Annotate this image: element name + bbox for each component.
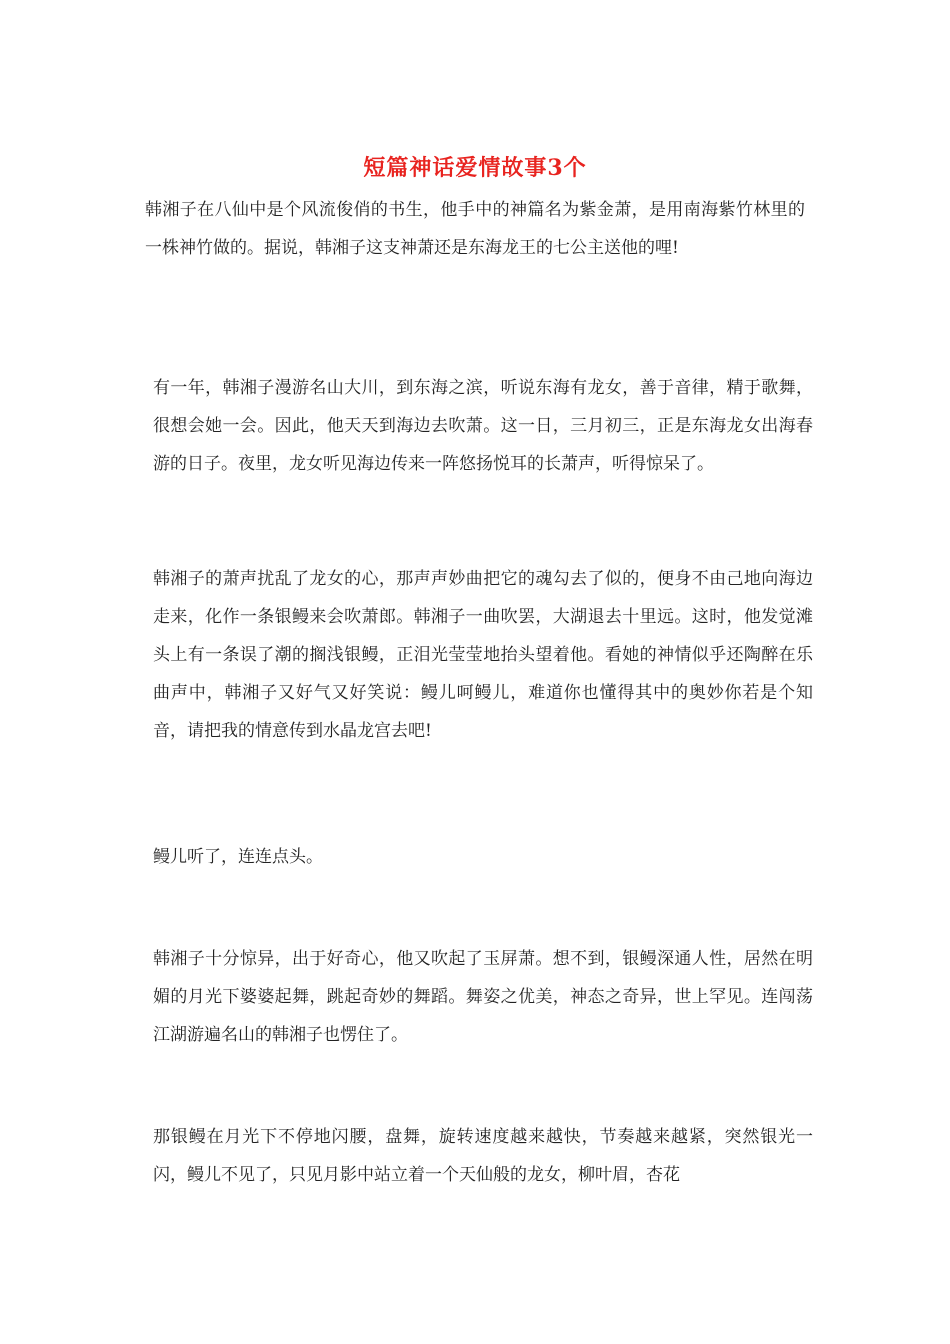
paragraph: 鳗儿听了，连连点头。: [153, 847, 323, 867]
paragraph: 那银鳗在月光下不停地闪腰，盘舞，旋转速度越来越快，节奏越来越紧，突然银光一闪，鳗儿不见了，只见月影中站立着一个天仙般的龙女，柳叶眉，杏花: [153, 1127, 813, 1185]
document-title: 短篇神话爱情故事3个: [363, 155, 587, 181]
paragraph: 韩湘子的萧声扰乱了龙女的心，那声声妙曲把它的魂勾去了似的，便身不由己地向海边走来，化作一条银鳗来会吹萧郎。韩湘子一曲吹罢，大湖退去十里远。这时，他发觉滩头上有一条误了潮的搁浅银鳗，正泪光莹莹地抬头望着他。看她的神情似乎还陶醉在乐曲声中，韩湘子又好气又好笑说：鳗儿呵鳗儿，难道你也懂得其中的奥妙你若是个知音，请把我的情意传到水晶龙宫去吧!: [153, 569, 813, 741]
paragraph: 韩湘子十分惊异，出于好奇心，他又吹起了玉屏萧。想不到，银鳗深通人性，居然在明媚的月光下婆婆起舞，跳起奇妙的舞蹈。舞姿之优美，神态之奇异，世上罕见。连闯荡江湖游遍名山的韩湘子也愣住了。: [153, 949, 813, 1045]
paragraph: 有一年，韩湘子漫游名山大川，到东海之滨，听说东海有龙女，善于音律，精于歌舞，很想会她一会。因此，他天天到海边去吹萧。这一日，三月初三，正是东海龙女出海春游的日子。夜里，龙女听见海边传来一阵悠扬悦耳的长萧声，听得惊呆了。: [153, 378, 813, 474]
paragraph: 韩湘子在八仙中是个风流俊俏的书生，他手中的神篇名为紫金萧，是用南海紫竹林里的一株神竹做的。据说，韩湘子这支神萧还是东海龙王的七公主送他的哩!: [145, 200, 805, 258]
